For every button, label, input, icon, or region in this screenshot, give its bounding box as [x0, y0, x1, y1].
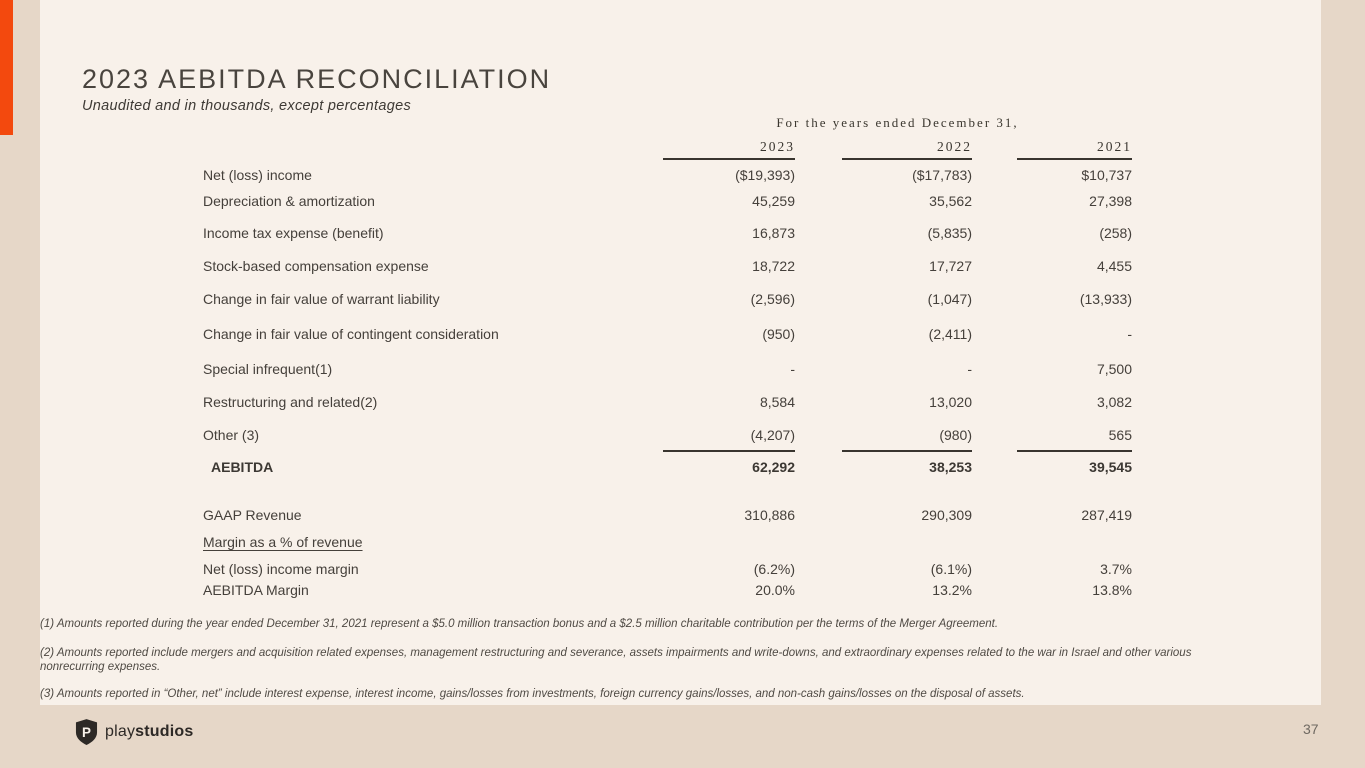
row-value-2021: 287,419 [1081, 507, 1132, 523]
table-row [203, 193, 1132, 225]
row-label: Change in fair value of contingent consideration [203, 326, 499, 342]
row-value-2023: (950) [762, 326, 795, 342]
row-value-2022: (980) [842, 427, 972, 452]
row-value-2021: 565 [1017, 427, 1132, 452]
row-label: Depreciation & amortization [203, 193, 375, 209]
footnote-1: (1) Amounts reported during the year ended December 31, 2021 represent a $5.0 million transaction bonus and a $2.5 million charitable contribution per the terms of the Merger Agreement. [40, 618, 999, 630]
net-loss-income-margin-row [203, 561, 1132, 582]
row-value-2022: - [967, 361, 972, 377]
row-label: Net (loss) income margin [203, 561, 359, 577]
row-value-2022: ($17,783) [912, 167, 972, 183]
row-label: Other (3) [203, 427, 260, 443]
row-value-2021: 3,082 [1096, 394, 1132, 410]
wordmark-studios: studios [135, 723, 194, 740]
row-value-2021: - [1127, 326, 1132, 342]
row-label: GAAP Revenue [203, 507, 302, 523]
table-row [203, 326, 1132, 361]
content-card [40, 0, 1321, 705]
table-row [203, 225, 1132, 258]
year-header-2023: 2023 [663, 139, 795, 160]
row-label: AEBITDA [211, 459, 274, 475]
row-value-2023: 45,259 [752, 193, 795, 209]
year-header-2022: 2022 [842, 139, 972, 160]
year-header-2021: 2021 [1017, 139, 1132, 160]
table-year-header-row [203, 139, 1132, 160]
row-label: Change in fair value of warrant liability [203, 291, 440, 307]
row-value-2023: (2,596) [750, 291, 795, 307]
row-label: Margin as a % of revenue [203, 534, 363, 550]
row-value-2023: (4,207) [663, 427, 795, 452]
row-label: Net (loss) income [203, 167, 312, 183]
footnote-3: (3) Amounts reported in “Other, net” include interest expense, interest income, gains/losses from investments, foreign currency gains/losses, and non-cash gains/losses on the disposal of assets. [40, 688, 1025, 700]
svg-text:P: P [82, 724, 91, 740]
row-value-2023: (6.2%) [753, 561, 795, 577]
row-value-2022: 17,727 [929, 258, 972, 274]
row-label: Stock-based compensation expense [203, 258, 429, 274]
row-value-2023: 18,722 [752, 258, 795, 274]
row-value-2022: 290,309 [921, 507, 972, 523]
playstudios-shield-icon [75, 719, 98, 745]
row-value-2022: 38,253 [929, 459, 972, 475]
row-label: Special infrequent(1) [203, 361, 333, 377]
aebitda-margin-row [203, 582, 1132, 603]
row-value-2021: 7,500 [1096, 361, 1132, 377]
aebitda-reconciliation-table [203, 114, 1132, 603]
row-value-2022: (5,835) [927, 225, 972, 241]
footnote-2: (2) Amounts reported include mergers and acquisition related expenses, management restructuring and severance, assets impairments and write-downs, and extraordinary expenses related to the war in Israel and other various nonrecurring expenses. [40, 647, 1192, 673]
row-value-2021: 4,455 [1096, 258, 1132, 274]
table-row [203, 291, 1132, 326]
row-value-2021: (258) [1099, 225, 1132, 241]
aebitda-total-row [203, 459, 1132, 485]
row-value-2023: ($19,393) [735, 167, 795, 183]
page-number: 37 [1303, 721, 1319, 737]
playstudios-wordmark [105, 723, 193, 741]
row-value-2022: 13.2% [932, 582, 972, 598]
page-title: 2023 AEBITDA RECONCILIATION [82, 64, 552, 94]
row-value-2021: (13,933) [1079, 291, 1132, 307]
row-value-2023: 20.0% [755, 582, 795, 598]
row-value-2023: 16,873 [752, 225, 795, 241]
gaap-revenue-row [203, 507, 1132, 534]
page-subtitle: Unaudited and in thousands, except percentages [82, 98, 411, 114]
margin-section-header-row [203, 534, 1132, 561]
row-value-2022: (1,047) [927, 291, 972, 307]
row-value-2023: 8,584 [759, 394, 795, 410]
row-value-2023: - [790, 361, 795, 377]
row-label: AEBITDA Margin [203, 582, 309, 598]
row-value-2022: (2,411) [928, 326, 972, 342]
row-value-2021: 39,545 [1089, 459, 1132, 475]
table-row [203, 427, 1132, 452]
row-value-2021: 3.7% [1100, 561, 1132, 577]
row-value-2022: 13,020 [929, 394, 972, 410]
table-row [203, 258, 1132, 291]
wordmark-play: play [105, 723, 136, 740]
row-label: Restructuring and related(2) [203, 394, 378, 410]
table-row [203, 361, 1132, 394]
row-value-2021: 13.8% [1092, 582, 1132, 598]
row-value-2022: (6.1%) [930, 561, 972, 577]
row-value-2023: 62,292 [752, 459, 795, 475]
row-value-2023: 310,886 [744, 507, 795, 523]
row-value-2021: 27,398 [1089, 193, 1132, 209]
table-period-label: For the years ended December 31, [776, 115, 1019, 130]
table-row [203, 394, 1132, 427]
table-row [203, 167, 1132, 193]
title-block [82, 64, 551, 114]
row-value-2022: 35,562 [929, 193, 972, 209]
row-label: Income tax expense (benefit) [203, 225, 384, 241]
accent-bar [0, 0, 13, 135]
playstudios-logo [75, 719, 193, 745]
row-value-2021: $10,737 [1081, 167, 1132, 183]
